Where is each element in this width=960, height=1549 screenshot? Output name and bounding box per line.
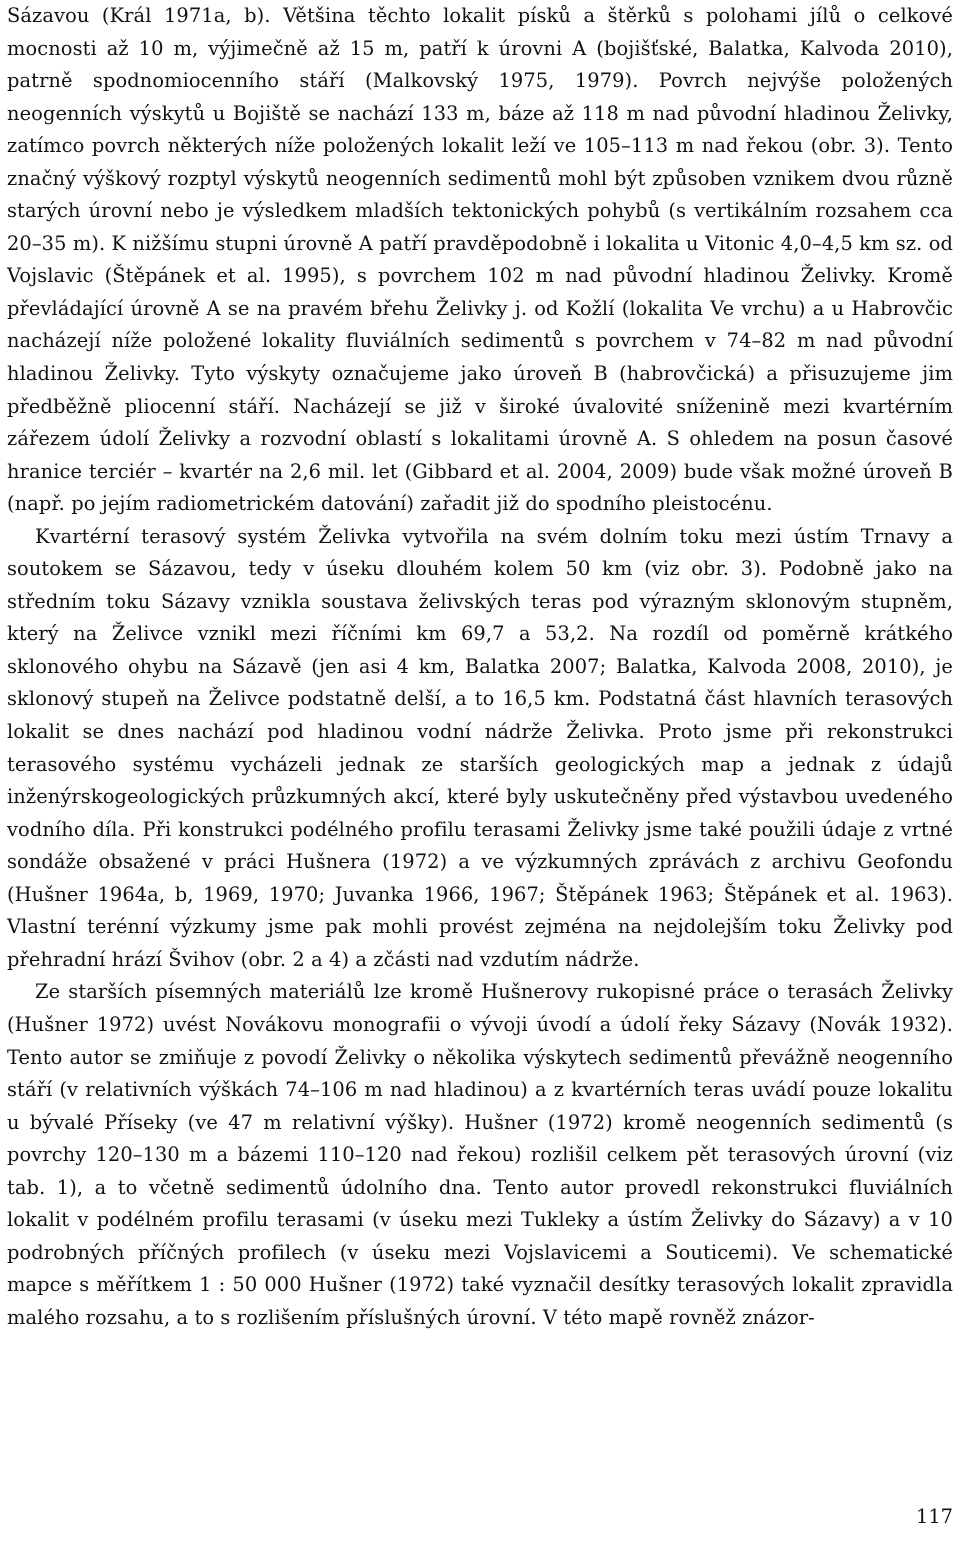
- paragraph-2: Kvartérní terasový systém Želivka vytvořila na svém dolním toku mezi ústím Trnavy a soutokem se Sázavou, tedy v úseku dlouhém kolem 50 km (viz obr. 3). Podobně jako na středním toku Sázavy vznikla soustava želivských teras pod výrazným sklonovým stupněm, který na Želivce vznikl mezi říčními km 69,7 a 53,2. Na rozdíl od poměrně krátkého sklonového ohybu na Sázavě (jen asi 4 km, Balatka 2007; Balatka, Kalvoda 2008, 2010), je sklonový stupeň na Želivce podstatně delší, a to 16,5 km. Podstatná část hlavních terasových lokalit se dnes nachází pod hladinou vodní nádrže Želivka. Proto jsme při rekonstrukci terasového systému vycházeli jednak ze starších geologických map a jednak z údajů inženýrskogeologických průzkumných akcí, které byly uskutečněny před výstavbou uvedeného vodního díla. Při konstrukci podélného profilu terasami Želivky jsme také použili údaje z vrtné sondáže obsažené v práci Hušnera (1972) a ve výzkumných zprávách z archivu Geofondu (Hušner 1964a, b, 1969, 1970; Juvanka 1966, 1967; Štěpánek 1963; Štěpánek et al. 1963). Vlastní terénní výzkumy jsme pak mohli provést zejména na nejdolejším toku Želivky pod přehradní hrází Švihov (obr. 2 a 4) a zčásti nad vzdutím nádrže.: [7, 524, 953, 971]
- paragraph-3: Ze starších písemných materiálů lze kromě Hušnerovy rukopisné práce o terasách Želivky (Hušner 1972) uvést Novákovu monografii o vývoji úvodí a údolí řeky Sázavy (Novák 1932). Tento autor se zmiňuje z povodí Želivky o několika výskytech sedimentů převážně neogenního stáří (v relativních výškách 74–106 m nad hladinou) a z kvartérních teras uvádí pouze lokalitu u bývalé Příseky (ve 47 m relativní výšky). Hušner (1972) kromě neogenních sedimentů (s povrchy 120–130 m a bázemi 110–120 nad řekou) rozlišil celkem pět terasových úrovní (viz tab. 1), a to včetně sedimentů údolního dna. Tento autor provedl rekonstrukci fluviálních lokalit v podélném profilu terasami (v úseku mezi Tukleky a ústím Želivky do Sázavy) a v 10 podrobných příčných profilech (v úseku mezi Vojslavicemi a Souticemi). Ve schematické mapce s měřítkem 1 : 50 000 Hušner (1972) také vyznačil desítky terasových lokalit zpravidla malého rozsahu, a to s rozlišením příslušných úrovní. V této mapě rovněž znázor-: [7, 980, 953, 1329]
- document-page: [7, 0, 953, 1549]
- body-text: [7, 0, 953, 1334]
- paragraph-1: Sázavou (Král 1971a, b). Většina těchto lokalit písků a štěrků s polohami jílů o celkové mocnosti až 10 m, výjimečně až 15 m, patří k úrovni A (bojišťské, Balatka, Kalvoda 2010), patrně spodnomiocenního stáří (Malkovský 1975, 1979). Povrch nejvýše položených neogenních výskytů u Bojiště se nachází 133 m, báze až 118 m nad původní hladinou Želivky, zatímco povrch některých níže položených lokalit leží ve 105–113 m nad řekou (obr. 3). Tento značný výškový rozptyl výskytů neogenních sedimentů mohl být způsoben vznikem dvou různě starých úrovní nebo je výsledkem mladších tektonických pohybů (s vertikálním rozsahem cca 20–35 m). K nižšímu stupni úrovně A patří pravděpodobně i lokalita u Vitonic 4,0–4,5 km sz. od Vojslavic (Štěpánek et al. 1995), s povrchem 102 m nad původní hladinou Želivky. Kromě převládající úrovně A se na pravém břehu Želivky j. od Kožlí (lokalita Ve vrchu) a u Habrovčic nacházejí níže položené lokality fluviálních sedimentů s povrchem v 74–82 m nad původní hladinou Želivky. Tyto výskyty označujeme jako úroveň B (habrovčická) a přisuzujeme jim předběžně pliocenní stáří. Nacházejí se již v široké úvalovité sníženině mezi kvartérním zářezem údolí Želivky a rozvodní oblastí s lokalitami úrovně A. S ohledem na posun časové hranice terciér – kvartér na 2,6 mil. let (Gibbard et al. 2004, 2009) bude však možné úroveň B (např. po jejím radiometrickém datování) zařadit již do spodního pleistocénu.: [7, 4, 953, 516]
- page-number: 117: [915, 1505, 953, 1528]
